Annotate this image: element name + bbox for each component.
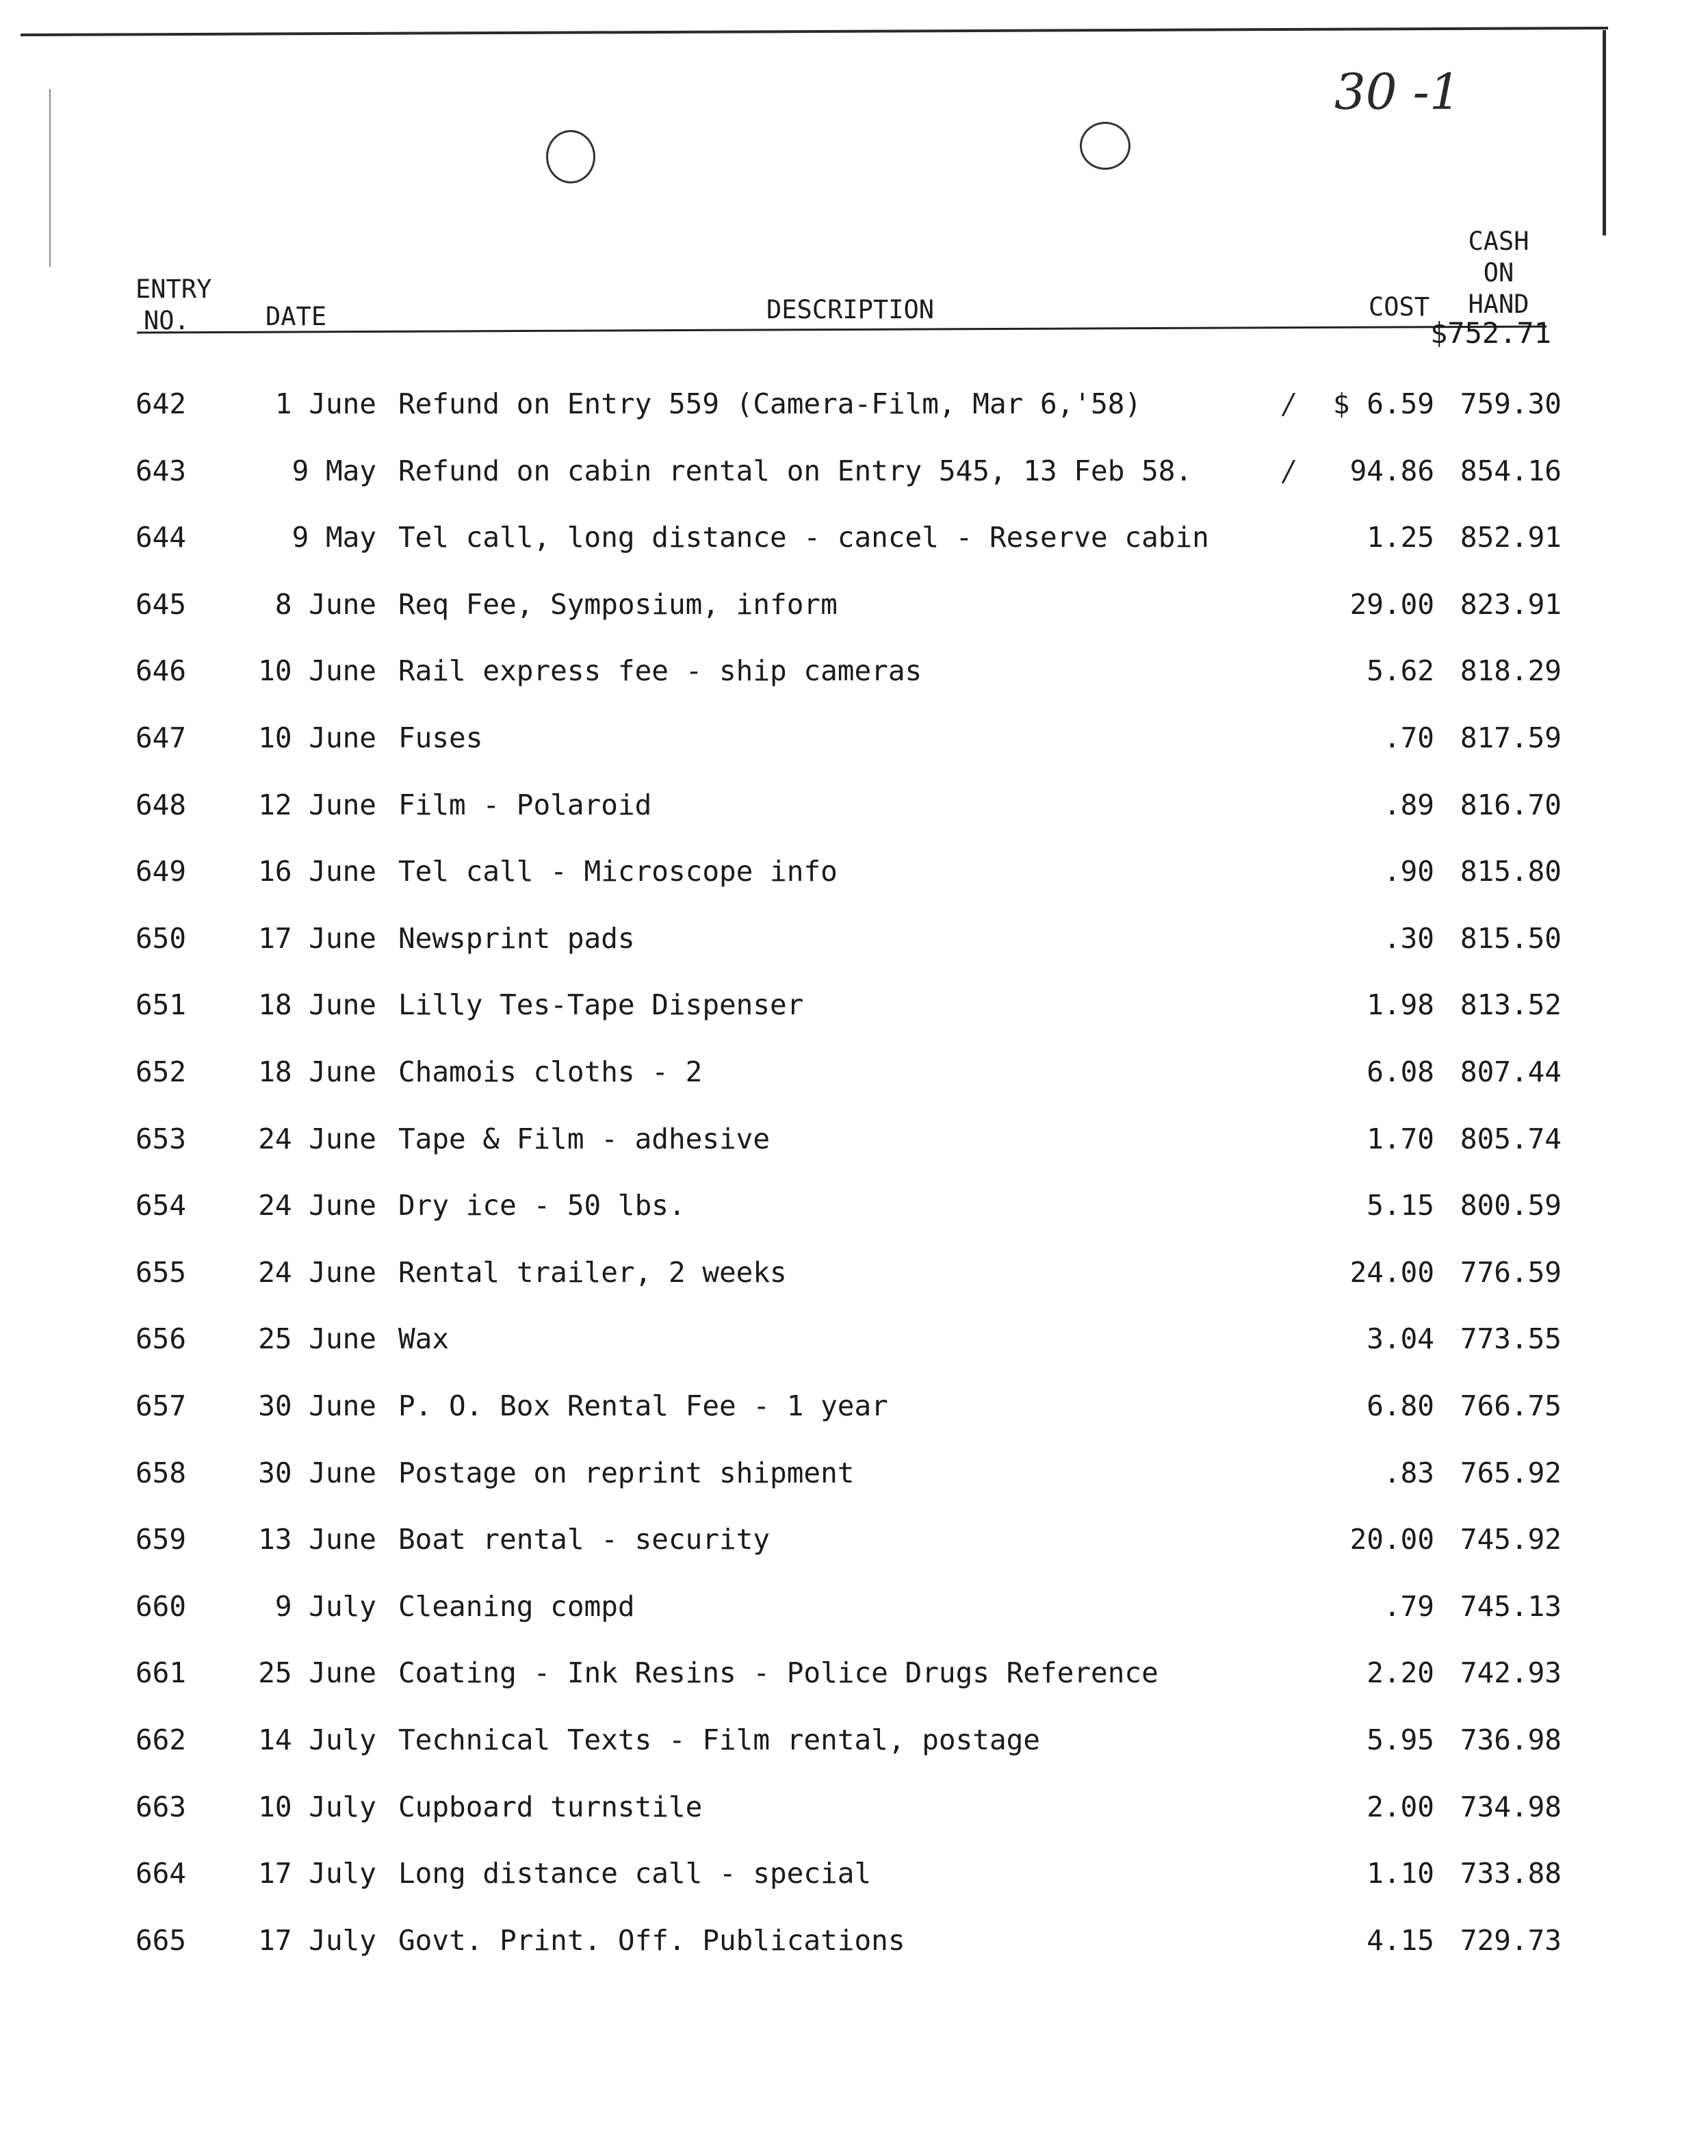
entry-cost: 1.70 bbox=[1367, 1122, 1434, 1155]
entry-date: 10 June bbox=[258, 654, 376, 687]
punch-hole-right bbox=[1080, 122, 1130, 170]
entry-number: 663 bbox=[135, 1791, 187, 1823]
entry-cash-on-hand: 816.70 bbox=[1460, 788, 1562, 821]
entry-date: 8 June bbox=[274, 588, 376, 621]
ledger-row bbox=[0, 851, 1708, 892]
opening-balance: $752.71 bbox=[1430, 316, 1552, 350]
ledger-row bbox=[0, 1051, 1708, 1092]
entry-cash-on-hand: 759.30 bbox=[1460, 387, 1562, 420]
entry-cost: 2.20 bbox=[1367, 1656, 1434, 1689]
ledger-row bbox=[0, 1185, 1708, 1226]
entry-cost: 4.15 bbox=[1367, 1924, 1434, 1957]
entry-date: 24 June bbox=[258, 1189, 376, 1222]
page-top-edge bbox=[21, 27, 1608, 36]
entry-date: 24 June bbox=[258, 1256, 376, 1289]
entry-description: P. O. Box Rental Fee - 1 year bbox=[398, 1389, 888, 1422]
entry-number: 646 bbox=[135, 654, 187, 687]
page-left-mark bbox=[49, 89, 51, 267]
entry-cash-on-hand: 807.44 bbox=[1460, 1055, 1562, 1088]
entry-credit-mark: / bbox=[1284, 387, 1293, 420]
entry-cash-on-hand: 736.98 bbox=[1460, 1723, 1562, 1756]
entry-date: 16 June bbox=[258, 855, 376, 888]
header-cash: CASH bbox=[1468, 227, 1529, 256]
ledger-row bbox=[0, 918, 1708, 959]
ledger-row bbox=[0, 717, 1708, 758]
entry-description: Long distance call - special bbox=[398, 1857, 872, 1890]
entry-cost: 29.00 bbox=[1349, 588, 1434, 621]
entry-cost: .79 bbox=[1383, 1590, 1434, 1623]
entry-cost: 24.00 bbox=[1349, 1256, 1434, 1289]
ledger-row bbox=[0, 1786, 1708, 1827]
entry-number: 650 bbox=[135, 922, 187, 955]
entry-cash-on-hand: 805.74 bbox=[1460, 1122, 1562, 1155]
entry-cash-on-hand: 745.13 bbox=[1460, 1590, 1562, 1623]
ledger-row bbox=[0, 1252, 1708, 1293]
entry-number: 652 bbox=[135, 1055, 187, 1088]
entry-cash-on-hand: 815.80 bbox=[1460, 855, 1562, 888]
entry-number: 656 bbox=[135, 1322, 187, 1355]
entry-cost: .89 bbox=[1383, 788, 1434, 821]
ledger-row bbox=[0, 1853, 1708, 1894]
entry-cash-on-hand: 854.16 bbox=[1460, 454, 1562, 487]
entry-cost: 2.00 bbox=[1367, 1791, 1434, 1823]
ledger-row bbox=[0, 1452, 1708, 1493]
entry-date: 13 June bbox=[258, 1523, 376, 1556]
header-entry: ENTRY bbox=[135, 274, 212, 304]
header-on: ON bbox=[1483, 258, 1514, 287]
entry-date: 17 July bbox=[258, 1857, 376, 1890]
entry-number: 648 bbox=[135, 788, 187, 821]
entry-credit-mark: / bbox=[1284, 454, 1293, 487]
ledger-row bbox=[0, 584, 1708, 625]
ledger-row bbox=[0, 1118, 1708, 1159]
ledger-row bbox=[0, 1920, 1708, 1961]
entry-description: Boat rental - security bbox=[398, 1523, 771, 1556]
entry-description: Chamois cloths - 2 bbox=[398, 1055, 703, 1088]
entry-description: Refund on cabin rental on Entry 545, 13 Feb 58. bbox=[398, 454, 1193, 487]
entry-cost: 20.00 bbox=[1349, 1523, 1434, 1556]
entry-cost: .90 bbox=[1383, 855, 1434, 888]
entry-description: Fuses bbox=[398, 721, 483, 754]
entry-description: Cupboard turnstile bbox=[398, 1791, 703, 1823]
entry-number: 665 bbox=[135, 1924, 187, 1957]
entry-date: 25 June bbox=[258, 1322, 376, 1355]
entry-number: 649 bbox=[135, 855, 187, 888]
entry-number: 660 bbox=[135, 1590, 187, 1623]
entry-description: Wax bbox=[398, 1322, 450, 1355]
ledger-row bbox=[0, 1318, 1708, 1359]
ledger-row bbox=[0, 784, 1708, 825]
entry-date: 17 July bbox=[258, 1924, 376, 1957]
entry-number: 642 bbox=[135, 387, 187, 420]
page-right-edge bbox=[1603, 30, 1606, 235]
entry-date: 17 June bbox=[258, 922, 376, 955]
entry-cash-on-hand: 813.52 bbox=[1460, 988, 1562, 1021]
entry-cost: 6.80 bbox=[1367, 1389, 1434, 1422]
entry-cash-on-hand: 776.59 bbox=[1460, 1256, 1562, 1289]
entry-cost: 3.04 bbox=[1367, 1322, 1434, 1355]
entry-cash-on-hand: 734.98 bbox=[1460, 1791, 1562, 1823]
entry-number: 664 bbox=[135, 1857, 187, 1890]
header-date: DATE bbox=[266, 302, 327, 331]
header-rule bbox=[137, 326, 1547, 334]
entry-cost: 5.95 bbox=[1367, 1723, 1434, 1756]
entry-cash-on-hand: 852.91 bbox=[1460, 521, 1562, 554]
entry-cash-on-hand: 817.59 bbox=[1460, 721, 1562, 754]
entry-date: 30 June bbox=[258, 1456, 376, 1489]
ledger-row bbox=[0, 650, 1708, 691]
entry-date: 9 July bbox=[274, 1590, 376, 1623]
entry-cost: 6.08 bbox=[1367, 1055, 1434, 1088]
entry-number: 658 bbox=[135, 1456, 187, 1489]
entry-number: 644 bbox=[135, 521, 187, 554]
entry-number: 654 bbox=[135, 1189, 187, 1222]
entry-date: 14 July bbox=[258, 1723, 376, 1756]
entry-cost: .70 bbox=[1383, 721, 1434, 754]
entry-description: Refund on Entry 559 (Camera-Film, Mar 6,'58) bbox=[398, 387, 1142, 420]
entry-cost: .30 bbox=[1383, 922, 1434, 955]
entry-description: Lilly Tes-Tape Dispenser bbox=[398, 988, 804, 1021]
entry-number: 659 bbox=[135, 1523, 187, 1556]
entry-cash-on-hand: 766.75 bbox=[1460, 1389, 1562, 1422]
entry-cost: 1.98 bbox=[1367, 988, 1434, 1021]
entry-number: 653 bbox=[135, 1122, 187, 1155]
entry-number: 647 bbox=[135, 721, 187, 754]
entry-description: Coating - Ink Resins - Police Drugs Reference bbox=[398, 1656, 1159, 1689]
entry-cash-on-hand: 815.50 bbox=[1460, 922, 1562, 955]
ledger-row bbox=[0, 1519, 1708, 1560]
entry-cost: 5.62 bbox=[1367, 654, 1434, 687]
header-hand: HAND bbox=[1468, 290, 1529, 319]
entry-cash-on-hand: 729.73 bbox=[1460, 1924, 1562, 1957]
ledger-row bbox=[0, 517, 1708, 558]
ledger-row bbox=[0, 1652, 1708, 1693]
entry-cash-on-hand: 765.92 bbox=[1460, 1456, 1562, 1489]
entry-description: Tape & Film - adhesive bbox=[398, 1122, 771, 1155]
entry-date: 10 June bbox=[258, 721, 376, 754]
ledger-row bbox=[0, 984, 1708, 1025]
entry-cash-on-hand: 800.59 bbox=[1460, 1189, 1562, 1222]
header-description: DESCRIPTION bbox=[766, 295, 935, 324]
entry-date: 25 June bbox=[258, 1656, 376, 1689]
entry-cash-on-hand: 733.88 bbox=[1460, 1857, 1562, 1890]
entry-cost: 94.86 bbox=[1349, 454, 1434, 487]
entry-date: 18 June bbox=[258, 988, 376, 1021]
entry-description: Tel call, long distance - cancel - Reserve cabin bbox=[398, 521, 1209, 554]
entry-cost: $ 6.59 bbox=[1332, 387, 1434, 420]
entry-date: 18 June bbox=[258, 1055, 376, 1088]
entry-number: 645 bbox=[135, 588, 187, 621]
entry-date: 10 July bbox=[258, 1791, 376, 1823]
entry-number: 662 bbox=[135, 1723, 187, 1756]
header-cost: COST bbox=[1369, 292, 1430, 322]
entry-description: Govt. Print. Off. Publications bbox=[398, 1924, 905, 1957]
entry-date: 24 June bbox=[258, 1122, 376, 1155]
entry-cash-on-hand: 818.29 bbox=[1460, 654, 1562, 687]
entry-number: 655 bbox=[135, 1256, 187, 1289]
entry-description: Film - Polaroid bbox=[398, 788, 652, 821]
entry-date: 9 May bbox=[292, 454, 376, 487]
entry-description: Postage on reprint shipment bbox=[398, 1456, 855, 1489]
entry-cash-on-hand: 773.55 bbox=[1460, 1322, 1562, 1355]
entry-date: 30 June bbox=[258, 1389, 376, 1422]
entry-cash-on-hand: 742.93 bbox=[1460, 1656, 1562, 1689]
entry-cash-on-hand: 823.91 bbox=[1460, 588, 1562, 621]
handwritten-page-note: 30 -1 bbox=[1334, 63, 1461, 120]
entry-number: 657 bbox=[135, 1389, 187, 1422]
entry-cash-on-hand: 745.92 bbox=[1460, 1523, 1562, 1556]
ledger-row bbox=[0, 1586, 1708, 1627]
entry-date: 9 May bbox=[292, 521, 376, 554]
entry-cost: 1.10 bbox=[1367, 1857, 1434, 1890]
entry-description: Cleaning compd bbox=[398, 1590, 635, 1623]
ledger-row bbox=[0, 450, 1708, 491]
entry-cost: .83 bbox=[1383, 1456, 1434, 1489]
entry-description: Newsprint pads bbox=[398, 922, 635, 955]
entry-description: Tel call - Microscope info bbox=[398, 855, 838, 888]
entry-description: Dry ice - 50 lbs. bbox=[398, 1189, 686, 1222]
entry-cost: 1.25 bbox=[1367, 521, 1434, 554]
entry-number: 661 bbox=[135, 1656, 187, 1689]
header-no: NO. bbox=[144, 306, 190, 335]
entry-date: 1 June bbox=[274, 387, 376, 420]
entry-number: 643 bbox=[135, 454, 187, 487]
entry-description: Technical Texts - Film rental, postage bbox=[398, 1723, 1040, 1756]
entry-description: Rail express fee - ship cameras bbox=[398, 654, 922, 687]
entry-date: 12 June bbox=[258, 788, 376, 821]
entry-description: Req Fee, Symposium, inform bbox=[398, 588, 838, 621]
entry-number: 651 bbox=[135, 988, 187, 1021]
punch-hole-left bbox=[546, 130, 595, 183]
ledger-row bbox=[0, 1385, 1708, 1426]
ledger-row bbox=[0, 1719, 1708, 1760]
entry-description: Rental trailer, 2 weeks bbox=[398, 1256, 787, 1289]
entry-cost: 5.15 bbox=[1367, 1189, 1434, 1222]
ledger-row bbox=[0, 383, 1708, 424]
